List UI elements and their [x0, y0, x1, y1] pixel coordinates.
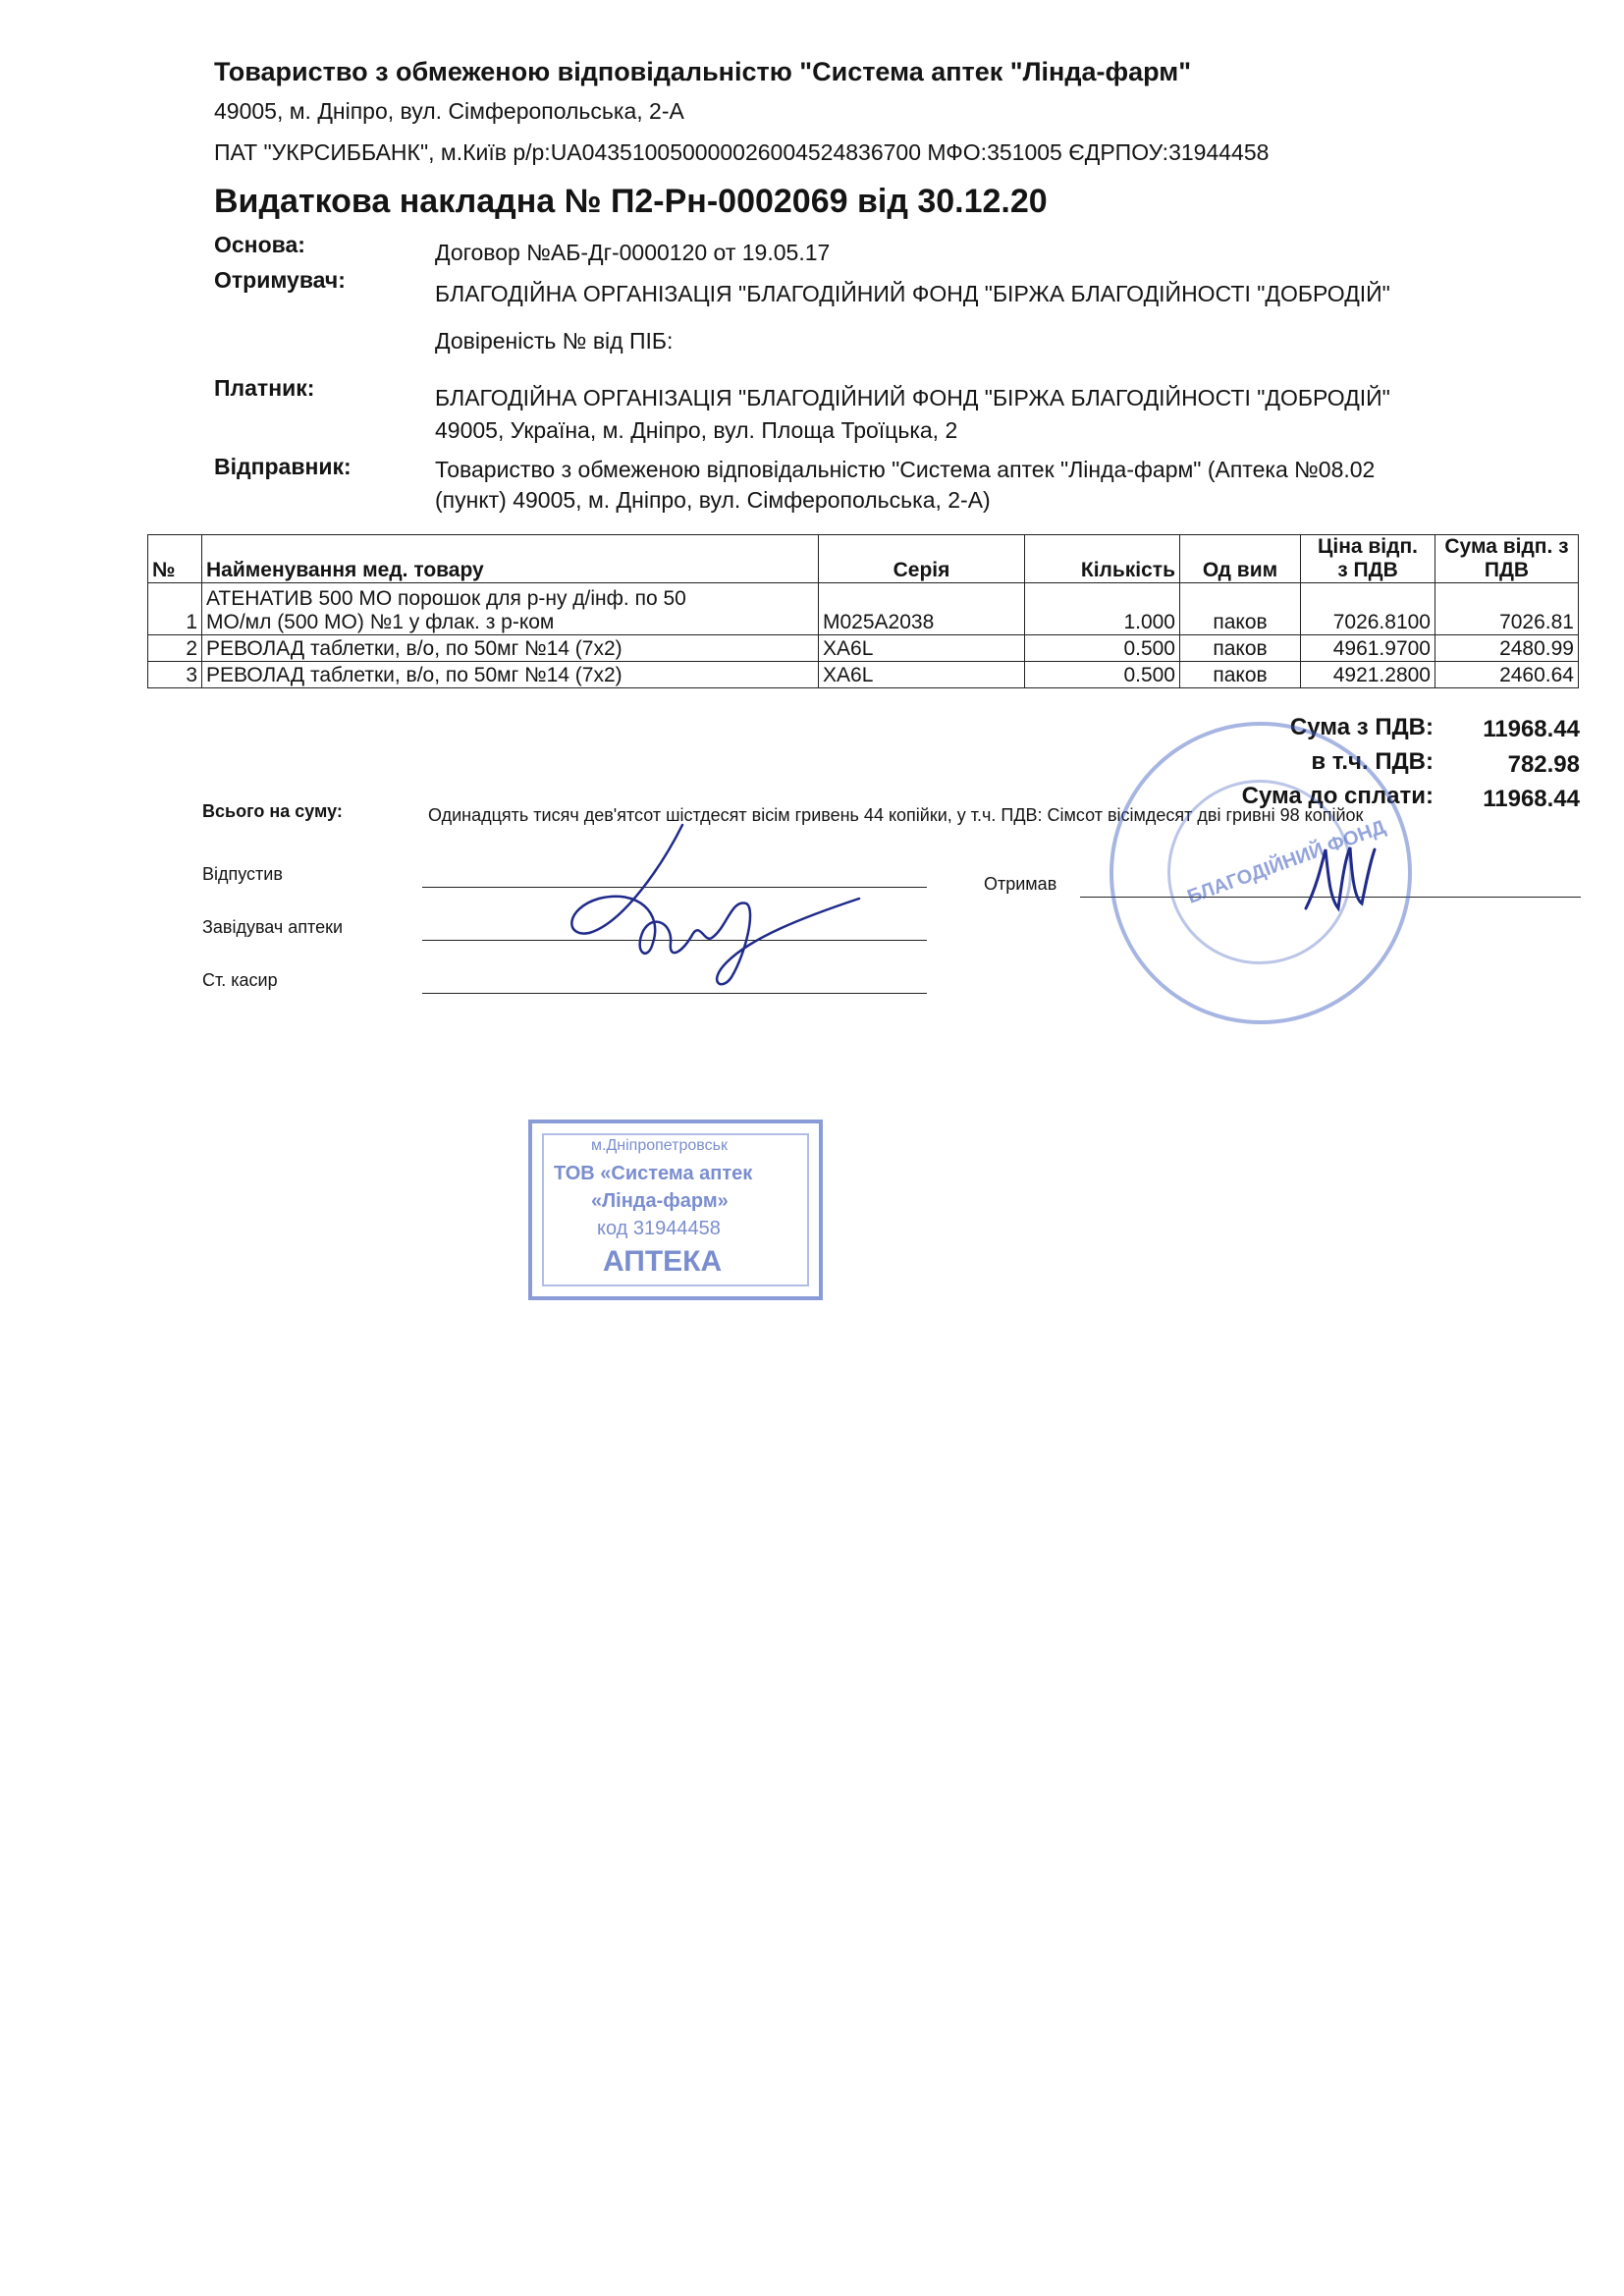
pharmacy-stamp-line1: м.Дніпропетровськ — [591, 1137, 728, 1154]
company-address: 49005, м. Дніпро, вул. Сімферопольська, 2-А — [214, 98, 684, 124]
col-header-sum-line1: Сума відп. з — [1444, 535, 1569, 558]
table-row — [148, 635, 1579, 662]
pharmacy-stamp-line4: код 31944458 — [597, 1218, 721, 1239]
col-header-no: № — [148, 535, 202, 583]
recipient-label: Отримувач: — [214, 267, 346, 293]
sender-label: Відправник: — [214, 454, 352, 479]
payer-address: 49005, Україна, м. Дніпро, вул. Площа Троїцька, 2 — [435, 417, 958, 443]
items-table — [147, 534, 1579, 688]
col-header-name: Найменування мед. товару — [202, 535, 819, 583]
company-name: Товариство з обмеженою відповідальністю "Система аптек "Лінда-фарм" — [214, 57, 1192, 86]
signature-received — [1301, 840, 1389, 918]
pharmacy-head-label: Завідувач аптеки — [202, 917, 344, 937]
table-header-row — [148, 535, 1579, 583]
row-qty: 0.500 — [1025, 662, 1180, 688]
received-by-label: Отримав — [984, 874, 1057, 894]
pharmacy-stamp — [528, 1120, 823, 1300]
pharmacy-stamp-line2: ТОВ «Система аптек — [554, 1163, 753, 1184]
vat-value: 782.98 — [1507, 751, 1580, 778]
document-title: Видаткова накладна № П2-Рн-0002069 від 30.12.20 — [214, 183, 1048, 220]
row-series: M025A2038 — [819, 583, 1025, 635]
row-unit: паков — [1180, 662, 1301, 688]
row-unit: паков — [1180, 583, 1301, 635]
table-row — [148, 583, 1579, 635]
pharmacy-stamp-line5: АПТЕКА — [603, 1245, 723, 1278]
col-header-sum-line2: ПДВ — [1484, 559, 1530, 581]
row-series: XA6L — [819, 635, 1025, 662]
row-name: РЕВОЛАД таблетки, в/о, по 50мг №14 (7х2) — [202, 635, 819, 662]
payable-label: Сума до сплати: — [1241, 783, 1434, 809]
col-header-sum — [1435, 535, 1579, 583]
row-price: 4961.9700 — [1301, 635, 1435, 662]
payable-value: 11968.44 — [1483, 786, 1580, 812]
payer-label: Платник: — [214, 375, 315, 401]
table-row — [148, 662, 1579, 688]
bank-details: ПАТ "УКРСИББАНК", м.Київ р/р:UA043510050000026004524836700 МФО:351005 ЄДРПОУ:31944458 — [214, 139, 1270, 165]
row-sum: 2460.64 — [1435, 662, 1579, 688]
col-header-price — [1301, 535, 1435, 583]
row-name — [202, 583, 819, 635]
row-qty: 0.500 — [1025, 635, 1180, 662]
row-name-line2: МО/мл (500 МО) №1 у флак. з р-ком — [206, 611, 555, 633]
pharmacy-stamp-line3: «Лінда-фарм» — [591, 1190, 729, 1212]
sender-line1: Товариство з обмеженою відповідальністю "Система аптек "Лінда-фарм" (Аптека №08.02 — [435, 457, 1376, 482]
signature-released — [545, 805, 869, 1002]
total-in-words-label: Всього на суму: — [202, 801, 343, 821]
row-price: 4921.2800 — [1301, 662, 1435, 688]
row-name-line1: АТЕНАТИВ 500 МО порошок для р-ну д/інф. по 50 — [206, 587, 686, 610]
row-no: 1 — [148, 583, 202, 635]
col-header-series: Серія — [819, 535, 1025, 583]
payer-name: БЛАГОДІЙНА ОРГАНІЗАЦІЯ "БЛАГОДІЙНИЙ ФОНД "БІРЖА БЛАГОДІЙНОСТІ "ДОБРОДІЙ" — [435, 385, 1390, 410]
row-series: XA6L — [819, 662, 1025, 688]
col-header-unit: Од вим — [1180, 535, 1301, 583]
row-qty: 1.000 — [1025, 583, 1180, 635]
proxy-line: Довіреність № від ПІБ: — [435, 328, 674, 354]
basis-label: Основа: — [214, 232, 305, 257]
row-sum: 2480.99 — [1435, 635, 1579, 662]
row-price: 7026.8100 — [1301, 583, 1435, 635]
round-stamp-text: БЛАГОДІЙНИЙ ФОНД — [1184, 816, 1389, 908]
row-no: 2 — [148, 635, 202, 662]
sender-line2: (пункт) 49005, м. Дніпро, вул. Сімферопольська, 2-А) — [435, 487, 991, 513]
cashier-label: Ст. касир — [202, 970, 278, 990]
basis-value: Договор №АБ-Дг-0000120 от 19.05.17 — [435, 240, 831, 265]
col-header-price-line2: з ПДВ — [1337, 559, 1398, 581]
row-no: 3 — [148, 662, 202, 688]
sum-with-vat-label: Сума з ПДВ: — [1289, 714, 1434, 740]
col-header-price-line1: Ціна відп. — [1318, 535, 1418, 558]
recipient-value: БЛАГОДІЙНА ОРГАНІЗАЦІЯ "БЛАГОДІЙНИЙ ФОНД "БІРЖА БЛАГОДІЙНОСТІ "ДОБРОДІЙ" — [435, 281, 1390, 306]
sum-with-vat-value: 11968.44 — [1483, 716, 1580, 742]
vat-label: в т.ч. ПДВ: — [1311, 748, 1434, 775]
col-header-qty: Кількість — [1025, 535, 1180, 583]
total-in-words: Одинадцять тисяч дев'ятсот шістдесят вісім гривень 44 копійки, у т.ч. ПДВ: Сімсот вісімдесят дві гривні 98 копійок — [428, 805, 1364, 825]
row-sum: 7026.81 — [1435, 583, 1579, 635]
row-unit: паков — [1180, 635, 1301, 662]
row-name: РЕВОЛАД таблетки, в/о, по 50мг №14 (7х2) — [202, 662, 819, 688]
released-by-label: Відпустив — [202, 864, 283, 884]
